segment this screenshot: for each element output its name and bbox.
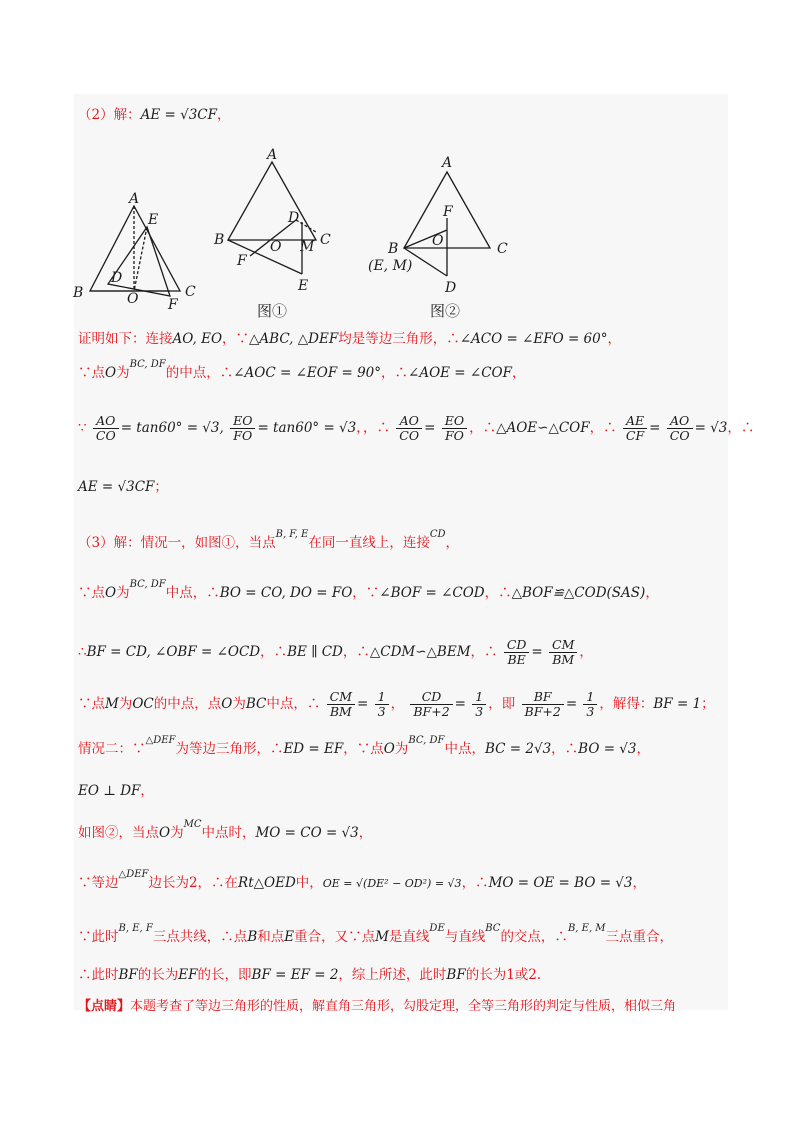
- fig2-label-a: A: [267, 147, 278, 163]
- fraction-cd-bf2: $\frac{CD}{BF+2}$: [410, 690, 452, 719]
- fig3-label-o: O: [432, 233, 444, 249]
- part3-line-9: ∵此时$^{B, E, F}$三点共线，∴点B和点E重合，又∵点M是直线$^{DE}$与直线$^{BC}$的交点，∴$^{B, E, M}$三点重合，: [78, 923, 674, 945]
- fraction-cm-bm: $\frac{CM}{BM}$: [549, 638, 577, 667]
- tip-label: 【点睛】: [78, 999, 131, 1014]
- fig3-label-d: D: [445, 280, 457, 296]
- fraction-eo-fo-2: $\frac{EO}{FO}$: [442, 414, 467, 443]
- fig2-label-d: D: [288, 210, 300, 226]
- part3-line-8: ∵等边$^{\triangle DEF}$边长为2，∴在Rt△OED中，OE = √(DE² − OD²) = √3，∴MO = OE = BO = √3，: [78, 869, 646, 891]
- fig1-label-b: B: [73, 285, 84, 301]
- fig2-label-m: M: [300, 239, 315, 255]
- fraction-ao-co-2: $\frac{AO}{CO}$: [396, 414, 422, 443]
- part3-line-2: ∵点O为$^{BC, DF}$中点，∴BO = CO, DO = FO，∵∠BOF = ∠COD，∴△BOF≌△COD(SAS)，: [78, 579, 659, 601]
- fraction-ao-co: $\frac{AO}{CO}$: [93, 414, 119, 443]
- part3-line-10: ∴此时BF的长为EF的长，即BF = EF = 2，综上所述，此时BF的长为1或2.: [78, 967, 542, 983]
- figure-caption-1: 图①: [257, 302, 288, 320]
- part3-line-3: ∴BF = CD, ∠OBF = ∠OCD，∴BE ∥ CD，∴△CDM∽△BEM，∴ $\frac{CD}{BE}$ = $\frac{CM}{BM}$ ，: [78, 637, 593, 667]
- part3-line-1: （3）解：情况一，如图①，当点$^{B, F, E}$在同一直线上，连接$^{CD}$，: [78, 529, 460, 551]
- fig2-label-b: B: [214, 232, 225, 248]
- proof-line-2: ∵点O为$^{BC, DF}$的中点，∴∠AOC = ∠EOF = 90°，∴∠AOE = ∠COF，: [78, 359, 526, 381]
- fig3-label-b: B: [388, 241, 399, 257]
- fig3-label-a: A: [442, 155, 453, 171]
- fig3-label-f: F: [443, 204, 453, 220]
- tip-text: 本题考查了等边三角形的性质，解直角三角形，勾股定理，全等三角形的判定与性质，相似三角: [130, 999, 677, 1014]
- fraction-one-three-3: $\frac{1}{3}$: [583, 690, 597, 719]
- fraction-ae-cf: $\frac{AE}{CF}$: [623, 414, 647, 443]
- proof-line-1: 证明如下：连接AO, EO，∵△ABC, △DEF均是等边三角形，∴∠ACO = ∠EFO = 60°，: [78, 331, 621, 347]
- proof-line-3: ∵ $\frac{AO}{CO}$ = tan60° = √3, $\frac{EO}{FO}$ = tan60° = √3，，∴ $\frac{AO}{CO}$ = $\frac{EO}{FO}$ ，∴△AOE∽△COF，∴ $\frac{AE}{CF}$ = $\frac{AO}{CO}$ = √3，∴: [78, 413, 755, 443]
- figure-caption-2: 图②: [430, 302, 461, 320]
- fig2-label-e: E: [298, 278, 309, 294]
- part3-line-7: 如图②，当点O为$^{MC}$中点时，MO = CO = √3，: [78, 819, 373, 841]
- tip-line: [78, 998, 676, 1016]
- fraction-one-three-2: $\frac{1}{3}$: [472, 690, 486, 719]
- fraction-eo-fo: $\frac{EO}{FO}$: [230, 414, 255, 443]
- fig1-label-f: F: [168, 297, 178, 313]
- part3-line-6: EO ⊥ DF，: [78, 783, 154, 799]
- fig1-label-e: E: [148, 212, 159, 228]
- fig3-label-c: C: [497, 241, 508, 257]
- part2-heading: （2）解：AE = √3CF，: [78, 107, 231, 123]
- fraction-bf-bf2: $\frac{BF}{BF+2}$: [522, 690, 564, 719]
- fraction-one-three: $\frac{1}{3}$: [375, 690, 389, 719]
- fraction-cm-bm-2: $\frac{CM}{BM}$: [327, 690, 355, 719]
- fig2-label-c: C: [320, 232, 331, 248]
- fig1-label-o: O: [127, 291, 139, 307]
- fraction-cd-be: $\frac{CD}{BE}$: [504, 638, 530, 667]
- part3-line-5: 情况二：∵$^{\triangle DEF}$为等边三角形，∴ED = EF，∵点O为$^{BC, DF}$中点，BC = 2√3，∴BO = √3，: [78, 735, 650, 757]
- fig1-label-c: C: [185, 284, 196, 300]
- fig1-label-d: D: [111, 270, 123, 286]
- geometry-figures: [70, 146, 540, 322]
- fig2-label-o: O: [270, 239, 282, 255]
- part3-line-4: ∵点M为OC的中点，点O为BC中点，∴ $\frac{CM}{BM}$ = $\frac{1}{3}$ ， $\frac{CD}{BF+2}$ = $\frac{1}{3}$ ，即 $\frac{BF}{BF+2}$ = $\frac{1}{3}$ ，解得：BF = 1；: [78, 689, 715, 719]
- fig3-label-em: (E, M): [368, 258, 413, 274]
- fraction-ao-co-3: $\frac{AO}{CO}$: [667, 414, 693, 443]
- fig2-label-f: F: [237, 253, 247, 269]
- fig1-label-a: A: [129, 191, 140, 207]
- proof-line-4: AE = √3CF；: [78, 479, 168, 495]
